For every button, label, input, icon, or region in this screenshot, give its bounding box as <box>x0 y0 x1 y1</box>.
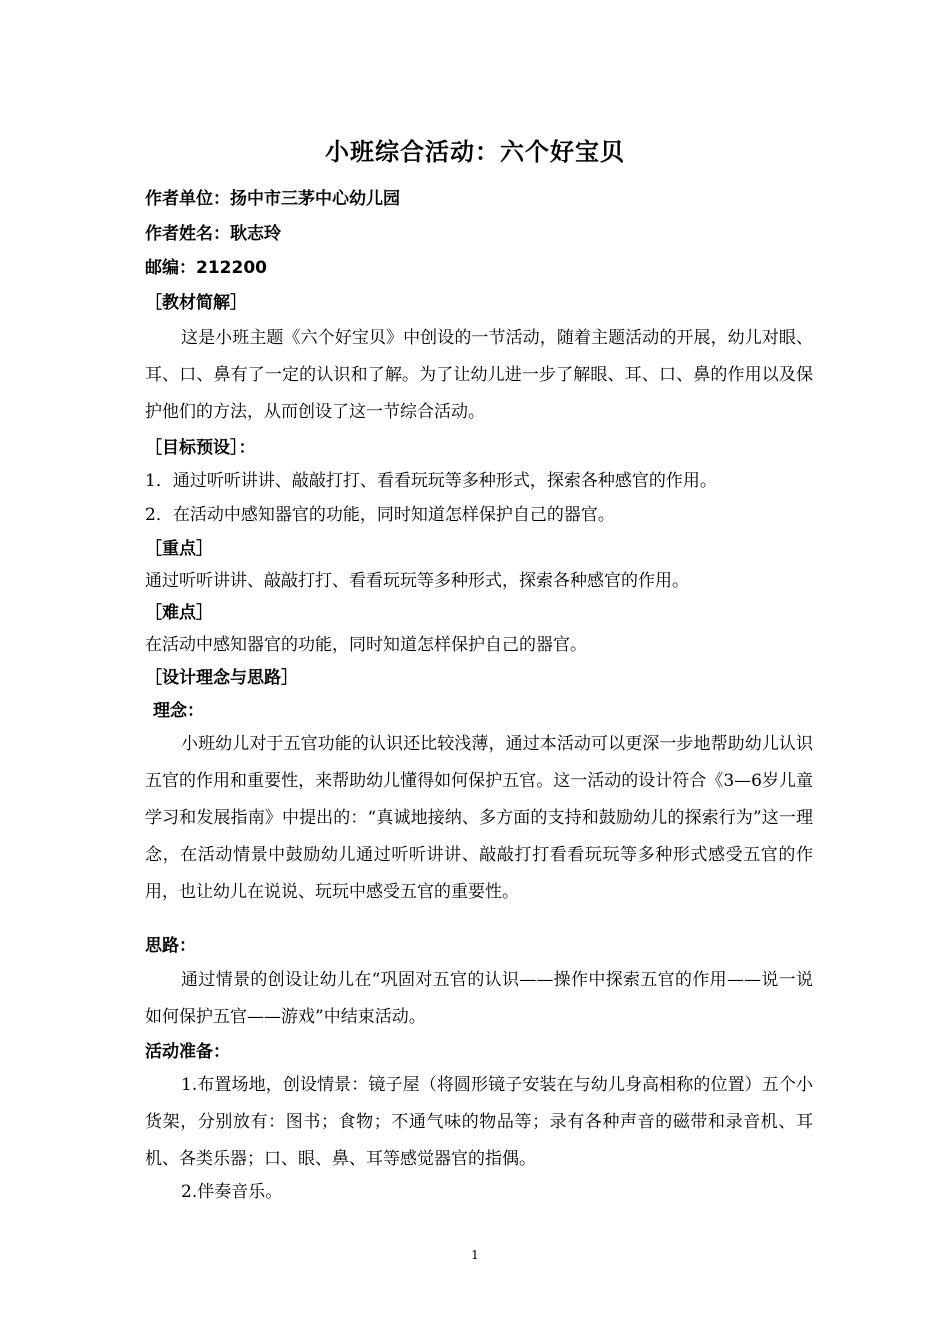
idea-heading: 思路： <box>145 936 196 956</box>
concept-heading: 理念： <box>153 701 204 721</box>
postcode-value: 212200 <box>196 258 267 278</box>
page-number: 1 <box>471 1248 479 1262</box>
author-unit: 作者单位：扬中市三茅中心幼儿园 <box>145 189 400 209</box>
key-heading: ［重点］ <box>145 539 213 559</box>
prep-item-2: 2.伴奏音乐。 <box>181 1182 283 1202</box>
idea-text: 通过情景的创设让幼儿在“巩固对五官的认识——操作中探索五官的作用——说一说如何保护五官——游戏”中结束活动。 <box>145 970 813 1027</box>
design-heading: ［设计理念与思路］ <box>145 668 298 688</box>
material-text: 这是小班主题《六个好宝贝》中创设的一节活动，随着主题活动的开展，幼儿对眼、耳、口、鼻有了一定的认识和了解。为了让幼儿进一步了解眼、耳、口、鼻的作用以及保护他们的方法，从而创设了这一节综合活动。 <box>145 328 813 422</box>
prep-item-1: 1.布置场地，创设情景：镜子屋（将圆形镜子安装在与幼儿身高相称的位置）五个小货架，分别放有：图书；食物；不通气味的物品等；录有各种声音的磁带和录音机、耳机、各类乐器；口、眼、鼻、耳等感觉器官的指偶。 <box>145 1075 813 1169</box>
material-heading: ［教材简解］ <box>145 293 247 313</box>
goal-item-1: 1．通过听听讲讲、敲敲打打、看看玩玩等多种形式，探索各种感官的作用。 <box>145 471 717 491</box>
postcode <box>145 250 815 286</box>
author-name: 作者姓名：耿志玲 <box>145 224 281 244</box>
goal-item-2: 2．在活动中感知器官的功能，同时知道怎样保护自己的器官。 <box>145 505 615 525</box>
goal-heading: ［目标预设］： <box>145 438 256 458</box>
key-text: 通过听听讲讲、敲敲打打、看看玩玩等多种形式，探索各种感官的作用。 <box>145 571 689 591</box>
difficulty-text: 在活动中感知器官的功能，同时知道怎样保护自己的器官。 <box>145 635 587 655</box>
postcode-label: 邮编： <box>145 258 196 278</box>
page-title: 小班综合活动：六个好宝贝 <box>325 138 625 166</box>
prep-heading: 活动准备： <box>145 1042 230 1062</box>
concept-text: 小班幼儿对于五官功能的认识还比较浅薄，通过本活动可以更深一步地帮助幼儿认识五官的作用和重要性，来帮助幼儿懂得如何保护五官。这一活动的设计符合《3—6岁儿童学习和发展指南》中提出的：“真诚地接纳、多方面的支持和鼓励幼儿的探索行为”这一理念，在活动情景中鼓励幼儿通过听听讲讲、敲敲打打看看玩玩等多种形式感受五官的作用，也让幼儿在说说、玩玩中感受五官的重要性。 <box>145 734 813 902</box>
difficulty-heading: ［难点］ <box>145 603 213 623</box>
